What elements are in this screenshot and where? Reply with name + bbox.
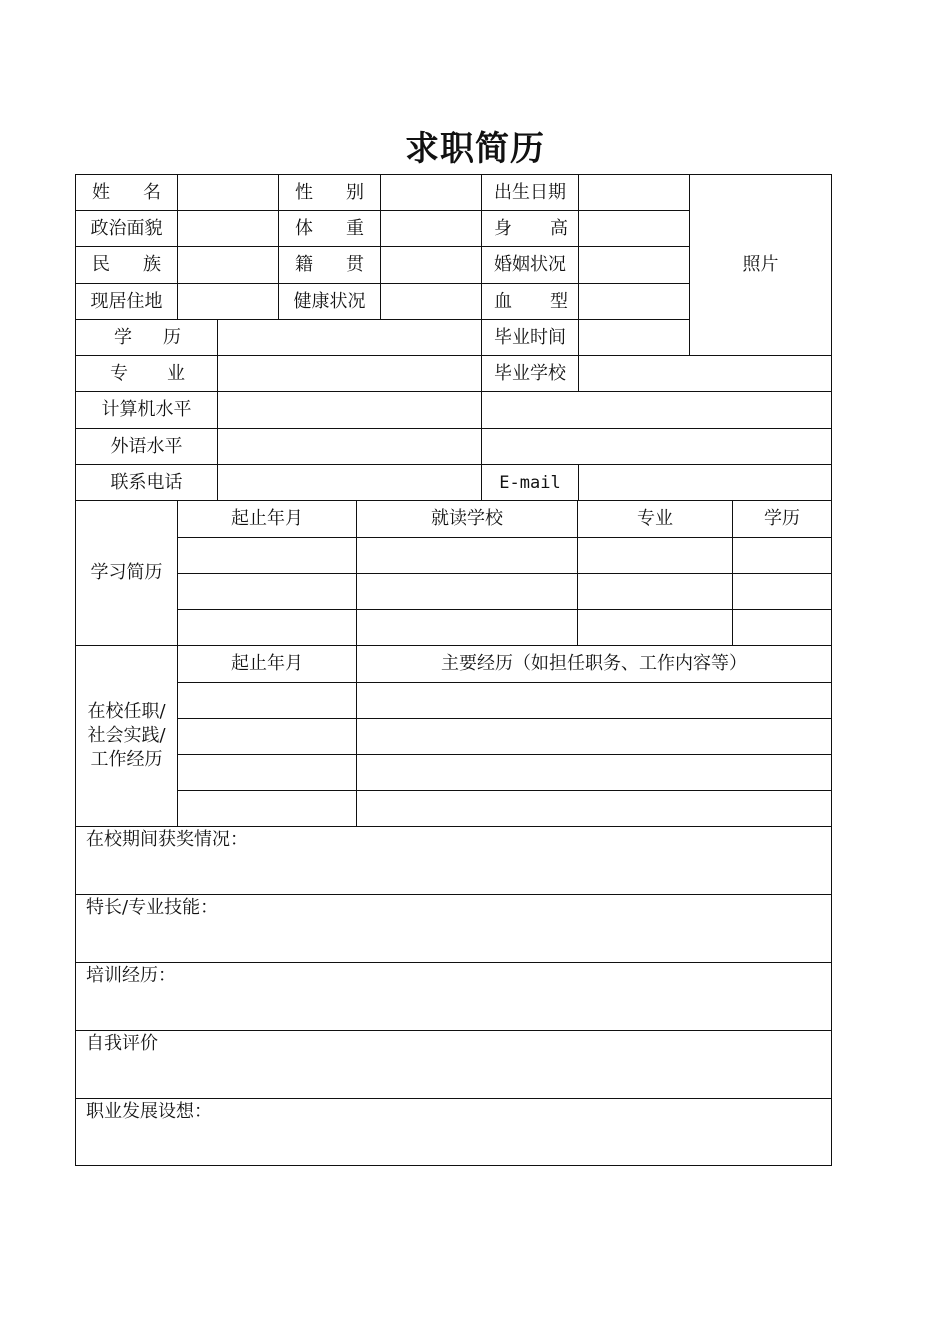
label-gender-char: 别 [346,181,364,203]
experience-row[interactable] [178,791,831,826]
major-field[interactable] [218,356,481,391]
label-blood-type-char: 型 [550,290,568,312]
photo-box[interactable]: 照片 [742,254,779,275]
header-major: 专业 [637,508,673,529]
label-birth-date: 出生日期 [494,181,566,203]
label-self-evaluation: 自我评价 [86,1033,158,1054]
email-field[interactable] [579,465,831,500]
label-degree-char: 学 [114,326,132,348]
label-height [482,211,578,246]
grid-line [75,826,832,827]
label-native-place-char: 贯 [346,254,364,275]
language-level-field[interactable] [218,429,831,464]
residence-field[interactable] [178,284,278,319]
label-phone: 联系电话 [110,471,183,493]
blood-type-field[interactable] [579,284,689,319]
grid-line [75,962,832,963]
header-school: 就读学校 [431,508,503,529]
label-residence: 现居住地 [90,290,163,312]
experience-row[interactable] [178,755,831,790]
label-computer-level: 计算机水平 [101,399,192,420]
label-ethnicity-char: 族 [143,254,161,275]
label-political-status: 政治面貌 [90,217,163,239]
phone-field[interactable] [218,465,481,500]
label-ethnicity [76,247,177,283]
height-field[interactable] [579,211,689,246]
label-ethnicity-char: 民 [92,254,110,275]
weight-field[interactable] [381,211,481,246]
label-career-plan: 职业发展设想： [86,1101,212,1122]
grid-line [75,1098,832,1099]
label-language-level: 外语水平 [110,435,183,457]
label-graduation-school: 毕业学校 [494,362,566,384]
label-height-char: 高 [550,217,568,239]
label-skills: 特长/专业技能： [86,897,219,918]
study-history-row[interactable] [178,538,831,573]
label-health: 健康状况 [293,290,366,312]
label-graduation-time: 毕业时间 [494,326,566,348]
label-weight [279,211,380,246]
training-field[interactable] [76,988,831,1030]
skills-field[interactable] [76,920,831,962]
page-title: 求职简历 [405,129,545,169]
label-native-place-char: 籍 [295,254,313,275]
awards-field[interactable] [76,852,831,894]
name-field[interactable] [178,175,278,210]
label-major-char: 业 [167,362,185,384]
label-degree [76,320,217,355]
grid-line [75,894,832,895]
header-period: 起止年月 [231,508,303,529]
label-major-char: 专 [110,362,128,384]
label-blood-type-char: 血 [494,290,512,312]
label-gender-char: 性 [295,181,313,203]
marital-status-field[interactable] [579,247,689,283]
native-place-field[interactable] [381,247,481,283]
label-email: E-mail [499,472,561,493]
label-name [76,175,177,210]
birth-date-field[interactable] [579,175,689,210]
computer-level-field[interactable] [218,392,831,428]
label-name-char: 姓 [92,181,110,203]
label-marital-status: 婚姻状况 [494,254,566,275]
label-height-char: 身 [494,217,512,239]
label-weight-char: 体 [295,217,313,239]
gender-field[interactable] [381,175,481,210]
label-native-place [279,247,380,283]
table-border-right [831,174,832,1166]
label-degree-char: 历 [163,326,181,348]
political-status-field[interactable] [178,211,278,246]
label-training: 培训经历： [86,965,176,986]
label-major [76,356,217,391]
degree-field[interactable] [218,320,481,355]
experience-row[interactable] [178,683,831,718]
study-history-row[interactable] [178,610,831,645]
header-experience-period: 起止年月 [231,653,303,674]
study-history-row[interactable] [178,574,831,609]
grid-line [75,1030,832,1031]
label-weight-char: 重 [346,217,364,239]
label-blood-type [482,284,578,319]
ethnicity-field[interactable] [178,247,278,283]
self-evaluation-field[interactable] [76,1056,831,1098]
health-field[interactable] [381,284,481,319]
label-awards: 在校期间获奖情况： [86,829,248,850]
label-experience: 在校任职/社会实践/工作经历 [87,701,166,770]
graduation-time-field[interactable] [579,320,689,355]
label-name-char: 名 [143,181,161,203]
header-main-experience: 主要经历（如担任职务、工作内容等） [441,653,747,674]
experience-row[interactable] [178,719,831,754]
label-gender [279,175,380,210]
label-study-history: 学习简历 [90,562,163,583]
table-border-bottom [75,1165,832,1166]
graduation-school-field[interactable] [579,356,831,391]
header-degree: 学历 [764,508,800,529]
career-plan-field[interactable] [76,1124,831,1165]
